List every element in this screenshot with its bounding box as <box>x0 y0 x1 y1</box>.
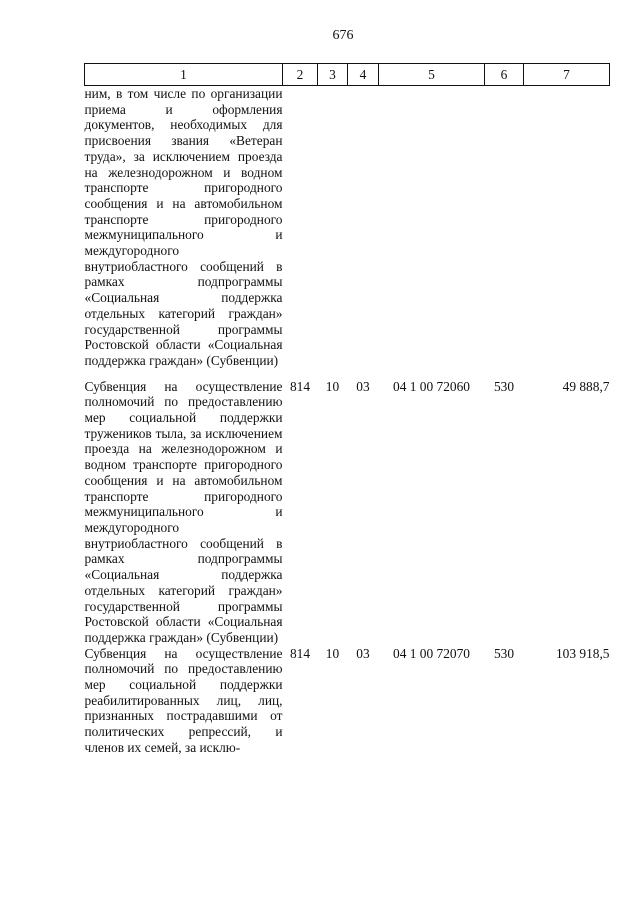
row-description: ним, в том числе по организации приема и оформления документов, необходимых для присвоения звания «Ветеран труда», за исключением проезда на железнодорожном и водном транспорте пригородного сообщения и на автомобильном транспорте пригородного межмуниципального и междугородного внутриобластного сообщений в рамках подпрограммы «Социальная поддержка отдельных категорий граждан» государственной программы Ростовской области «Социальная поддержка граждан» (Субвенции) <box>84 86 283 368</box>
header-col-4: 4 <box>348 64 379 86</box>
row-subsection: 03 <box>356 378 370 394</box>
row-expense-type <box>485 86 524 379</box>
header-col-3: 3 <box>318 64 348 86</box>
row-target-code <box>379 86 485 379</box>
row-expense-type: 530 <box>493 645 515 661</box>
row-admin-code <box>283 86 318 379</box>
header-col-1: 1 <box>85 64 283 86</box>
header-col-7: 7 <box>524 64 610 86</box>
header-col-2: 2 <box>283 64 318 86</box>
row-admin-code: 814 <box>289 378 311 394</box>
row-section: 10 <box>325 645 340 661</box>
row-expense-type: 530 <box>493 378 515 394</box>
row-amount: 49 888,7 <box>562 378 610 394</box>
row-subsection: 03 <box>356 645 370 661</box>
table-row <box>85 646 610 756</box>
row-description: Субвенция на осуществление полномочий по предоставлению мер социальной поддержки тружеников тыла, за исключением проезда на железнодорожном и водном транспорте пригородного сообщения и на автомобильном транспорте пригородного межмуниципального и междугородного внутриобластного сообщений в рамках подпрограммы «Социальная поддержка отдельных категорий граждан» государственной программы Ростовской области «Социальная поддержка граждан» (Субвенции) <box>84 378 283 645</box>
budget-table <box>84 63 610 756</box>
row-target-code: 04 1 00 72070 <box>393 645 470 661</box>
header-col-5: 5 <box>379 64 485 86</box>
row-target-code: 04 1 00 72060 <box>393 378 470 394</box>
page-number: 676 <box>332 28 354 43</box>
row-description: Субвенция на осуществление полномочий по предоставлению мер социальной поддержки реабилитированных лиц, лиц, признанных пострадавшими от политических репрессий, и членов их семей, за исклю- <box>84 645 283 755</box>
row-subsection <box>348 86 379 379</box>
header-row <box>85 64 610 86</box>
row-section: 10 <box>325 378 340 394</box>
row-amount <box>524 86 610 379</box>
table-row <box>85 86 610 379</box>
header-col-6: 6 <box>485 64 524 86</box>
row-admin-code: 814 <box>289 645 311 661</box>
row-section <box>318 86 348 379</box>
row-amount: 103 918,5 <box>555 645 610 661</box>
table-row <box>85 379 610 646</box>
